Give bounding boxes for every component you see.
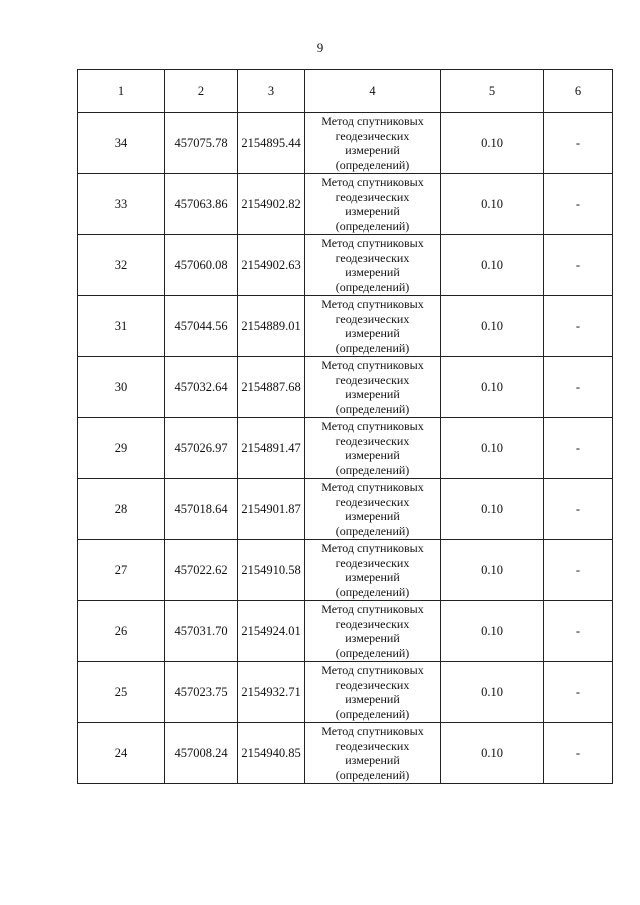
method-line: геодезических xyxy=(335,677,410,692)
point-number-cell: 30 xyxy=(78,357,165,418)
method-line: геодезических xyxy=(335,250,410,265)
method-line: Метод спутниковых xyxy=(321,236,424,250)
accuracy-cell: 0.10 xyxy=(441,174,544,235)
y-coordinate-cell: 2154895.44 xyxy=(238,113,305,174)
y-coordinate-cell: 2154940.85 xyxy=(238,723,305,784)
point-number-cell: 25 xyxy=(78,662,165,723)
method-line: измерений xyxy=(345,143,400,157)
x-coordinate-cell: 457018.64 xyxy=(165,479,238,540)
accuracy-cell: 0.10 xyxy=(441,235,544,296)
y-coordinate-cell: 2154932.71 xyxy=(238,662,305,723)
method-line: Метод спутниковых xyxy=(321,114,424,128)
y-coordinate-cell: 2154887.68 xyxy=(238,357,305,418)
x-coordinate-cell: 457063.86 xyxy=(165,174,238,235)
method-cell xyxy=(305,601,441,662)
method-cell xyxy=(305,540,441,601)
page-number: 9 xyxy=(316,40,324,55)
y-coordinate-cell: 2154902.63 xyxy=(238,235,305,296)
method-line: Метод спутниковых xyxy=(321,724,424,738)
extra-cell: - xyxy=(544,235,613,296)
method-line: (определений) xyxy=(335,584,410,599)
y-coordinate-cell: 2154910.58 xyxy=(238,540,305,601)
table-header-row xyxy=(78,70,613,113)
accuracy-cell: 0.10 xyxy=(441,540,544,601)
extra-cell: - xyxy=(544,418,613,479)
table-row xyxy=(78,662,613,723)
accuracy-cell: 0.10 xyxy=(441,418,544,479)
x-coordinate-cell: 457032.64 xyxy=(165,357,238,418)
accuracy-cell: 0.10 xyxy=(441,601,544,662)
point-number-cell: 29 xyxy=(78,418,165,479)
method-line: Метод спутниковых xyxy=(321,358,424,372)
method-line: геодезических xyxy=(335,738,410,753)
extra-cell: - xyxy=(544,479,613,540)
method-line: геодезических xyxy=(335,494,410,509)
y-coordinate-cell: 2154901.87 xyxy=(238,479,305,540)
accuracy-cell: 0.10 xyxy=(441,662,544,723)
method-line: геодезических xyxy=(335,616,410,631)
point-number-cell: 28 xyxy=(78,479,165,540)
point-number-cell: 26 xyxy=(78,601,165,662)
method-line: измерений xyxy=(345,509,400,523)
y-coordinate-cell: 2154891.47 xyxy=(238,418,305,479)
method-line: измерений xyxy=(345,448,400,462)
extra-cell: - xyxy=(544,601,613,662)
table-body xyxy=(78,70,613,784)
table-row xyxy=(78,723,613,784)
method-line: (определений) xyxy=(335,279,410,294)
method-line: геодезических xyxy=(335,189,410,204)
coordinates-table xyxy=(77,69,613,784)
method-line: Метод спутниковых xyxy=(321,297,424,311)
x-coordinate-cell: 457031.70 xyxy=(165,601,238,662)
extra-cell: - xyxy=(544,662,613,723)
header-cell-5: 5 xyxy=(441,70,544,113)
method-line: Метод спутниковых xyxy=(321,541,424,555)
method-line: (определений) xyxy=(335,645,410,660)
table-row xyxy=(78,540,613,601)
method-cell xyxy=(305,357,441,418)
x-coordinate-cell: 457060.08 xyxy=(165,235,238,296)
accuracy-cell: 0.10 xyxy=(441,113,544,174)
accuracy-cell: 0.10 xyxy=(441,357,544,418)
point-number-cell: 27 xyxy=(78,540,165,601)
method-line: Метод спутниковых xyxy=(321,663,424,677)
table-row xyxy=(78,479,613,540)
method-cell xyxy=(305,662,441,723)
method-line: измерений xyxy=(345,753,400,767)
point-number-cell: 33 xyxy=(78,174,165,235)
table-row xyxy=(78,174,613,235)
method-line: измерений xyxy=(345,204,400,218)
x-coordinate-cell: 457008.24 xyxy=(165,723,238,784)
method-line: геодезических xyxy=(335,433,410,448)
y-coordinate-cell: 2154924.01 xyxy=(238,601,305,662)
method-line: геодезических xyxy=(335,372,410,387)
method-line: измерений xyxy=(345,265,400,279)
method-line: измерений xyxy=(345,326,400,340)
table-row xyxy=(78,113,613,174)
method-cell xyxy=(305,235,441,296)
extra-cell: - xyxy=(544,357,613,418)
point-number-cell: 32 xyxy=(78,235,165,296)
x-coordinate-cell: 457075.78 xyxy=(165,113,238,174)
method-line: геодезических xyxy=(335,555,410,570)
table-row xyxy=(78,601,613,662)
method-line: измерений xyxy=(345,692,400,706)
header-cell-2: 2 xyxy=(165,70,238,113)
header-cell-3: 3 xyxy=(238,70,305,113)
x-coordinate-cell: 457023.75 xyxy=(165,662,238,723)
method-line: (определений) xyxy=(335,767,410,782)
x-coordinate-cell: 457022.62 xyxy=(165,540,238,601)
header-cell-4: 4 xyxy=(305,70,441,113)
table-row xyxy=(78,296,613,357)
method-cell xyxy=(305,296,441,357)
method-line: Метод спутниковых xyxy=(321,175,424,189)
extra-cell: - xyxy=(544,174,613,235)
table-row xyxy=(78,235,613,296)
accuracy-cell: 0.10 xyxy=(441,723,544,784)
extra-cell: - xyxy=(544,540,613,601)
header-cell-6: 6 xyxy=(544,70,613,113)
y-coordinate-cell: 2154902.82 xyxy=(238,174,305,235)
method-line: (определений) xyxy=(335,401,410,416)
method-line: (определений) xyxy=(335,340,410,355)
method-line: геодезических xyxy=(335,311,410,326)
method-line: (определений) xyxy=(335,706,410,721)
x-coordinate-cell: 457044.56 xyxy=(165,296,238,357)
method-line: измерений xyxy=(345,387,400,401)
accuracy-cell: 0.10 xyxy=(441,296,544,357)
method-cell xyxy=(305,113,441,174)
y-coordinate-cell: 2154889.01 xyxy=(238,296,305,357)
extra-cell: - xyxy=(544,296,613,357)
method-line: (определений) xyxy=(335,218,410,233)
method-cell xyxy=(305,174,441,235)
method-line: Метод спутниковых xyxy=(321,419,424,433)
point-number-cell: 24 xyxy=(78,723,165,784)
accuracy-cell: 0.10 xyxy=(441,479,544,540)
method-line: (определений) xyxy=(335,157,410,172)
method-cell xyxy=(305,479,441,540)
method-line: Метод спутниковых xyxy=(321,480,424,494)
method-line: измерений xyxy=(345,570,400,584)
point-number-cell: 31 xyxy=(78,296,165,357)
x-coordinate-cell: 457026.97 xyxy=(165,418,238,479)
method-line: измерений xyxy=(345,631,400,645)
method-line: Метод спутниковых xyxy=(321,602,424,616)
method-cell xyxy=(305,723,441,784)
method-line: геодезических xyxy=(335,128,410,143)
table-row xyxy=(78,418,613,479)
method-line: (определений) xyxy=(335,462,410,477)
extra-cell: - xyxy=(544,723,613,784)
method-line: (определений) xyxy=(335,523,410,538)
method-cell xyxy=(305,418,441,479)
header-cell-1: 1 xyxy=(78,70,165,113)
extra-cell: - xyxy=(544,113,613,174)
point-number-cell: 34 xyxy=(78,113,165,174)
table-row xyxy=(78,357,613,418)
